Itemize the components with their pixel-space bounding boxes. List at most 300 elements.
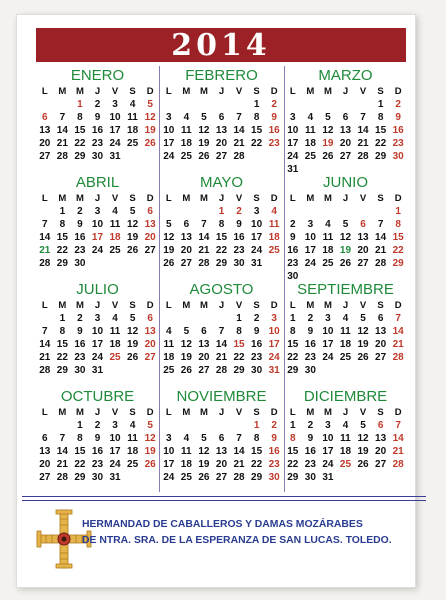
week-row	[284, 338, 407, 351]
day-cell: 6	[218, 433, 225, 444]
weekday-header: V	[235, 193, 243, 204]
day-cell: 1	[290, 313, 296, 324]
day-cell: 3	[112, 420, 118, 431]
day-cell: 25	[127, 138, 139, 149]
day-cell: 9	[395, 112, 401, 123]
weekday-header: V	[359, 193, 367, 204]
day-cell	[354, 98, 372, 111]
month-days-table	[160, 406, 283, 484]
day-cell: 25	[109, 352, 121, 363]
weekday-header: S	[377, 300, 384, 311]
day-cell: 6	[201, 326, 207, 337]
day-cell	[354, 471, 372, 484]
day-cell: 20	[144, 339, 156, 350]
day-cell: 29	[392, 258, 404, 269]
day-cell: 27	[375, 459, 387, 470]
weekday-header: L	[289, 86, 296, 97]
day-cell: 9	[271, 433, 277, 444]
weekday-header: J	[94, 86, 101, 97]
day-cell: 4	[342, 313, 349, 324]
weekday-header: S	[377, 193, 384, 204]
week-row	[160, 445, 283, 458]
weekday-header: V	[111, 193, 119, 204]
day-cell: 20	[39, 138, 51, 149]
day-cell: 26	[127, 245, 139, 256]
day-cell: 14	[375, 232, 387, 243]
week-row	[160, 471, 283, 484]
weekday-header: V	[111, 86, 119, 97]
day-cell	[178, 205, 196, 218]
day-cell: 10	[287, 125, 299, 136]
day-cell: 22	[56, 245, 68, 256]
weekday-header: L	[165, 407, 172, 418]
week-row	[36, 124, 159, 137]
day-cell: 10	[109, 433, 121, 444]
day-cell: 24	[109, 138, 121, 149]
day-cell	[160, 205, 178, 218]
weekday-header: M	[58, 86, 67, 97]
week-row	[36, 111, 159, 124]
day-cell: 30	[304, 472, 316, 483]
week-row	[36, 364, 159, 377]
day-cell: 25	[180, 151, 192, 162]
day-cell: 26	[180, 365, 192, 376]
day-cell: 19	[357, 446, 369, 457]
day-cell: 7	[377, 219, 384, 230]
day-cell: 21	[392, 339, 404, 350]
day-cell: 4	[129, 99, 136, 110]
week-row	[284, 244, 407, 257]
month-days-table	[36, 192, 159, 270]
day-cell: 11	[340, 326, 351, 337]
day-cell: 5	[147, 99, 153, 110]
day-cell	[319, 98, 337, 111]
day-cell	[389, 471, 407, 484]
week-row	[36, 98, 159, 111]
day-cell: 3	[112, 99, 118, 110]
day-cell: 2	[290, 219, 296, 230]
day-cell: 5	[325, 112, 331, 123]
day-cell: 20	[198, 352, 210, 363]
day-cell	[337, 471, 355, 484]
day-cell: 13	[339, 125, 352, 136]
year-banner	[36, 28, 406, 62]
weekday-header: M	[182, 300, 191, 311]
day-cell: 28	[39, 258, 51, 269]
day-cell: 9	[271, 112, 277, 123]
day-cell: 8	[290, 433, 296, 444]
day-cell: 11	[181, 125, 192, 136]
day-cell: 6	[147, 313, 153, 324]
day-cell: 21	[198, 245, 210, 256]
weekday-header: J	[342, 407, 349, 418]
day-cell: 22	[56, 352, 68, 363]
month-name: ABRIL	[75, 174, 120, 191]
week-row	[160, 351, 283, 364]
day-cell: 10	[91, 326, 104, 337]
day-cell: 7	[395, 313, 401, 324]
day-cell: 9	[94, 112, 101, 123]
day-cell: 16	[74, 232, 86, 243]
weekday-header-row	[36, 85, 159, 98]
weekday-header: M	[306, 193, 315, 204]
month-block	[36, 280, 159, 387]
day-cell: 2	[253, 313, 260, 324]
week-row	[36, 338, 159, 351]
day-cell: 3	[271, 313, 277, 324]
day-cell: 1	[77, 99, 83, 110]
day-cell: 7	[218, 326, 225, 337]
weekday-header: D	[270, 407, 278, 418]
day-cell: 13	[39, 125, 51, 136]
day-cell: 5	[183, 326, 190, 337]
day-cell: 14	[198, 232, 210, 243]
day-cell: 4	[112, 206, 118, 217]
day-cell	[302, 98, 320, 111]
day-cell: 4	[307, 112, 314, 123]
day-cell: 24	[287, 151, 299, 162]
day-cell: 24	[109, 459, 121, 470]
day-cell: 21	[357, 138, 369, 149]
day-cell: 26	[322, 151, 334, 162]
day-cell: 30	[91, 151, 104, 162]
week-row	[284, 137, 407, 150]
weekday-header: D	[394, 407, 402, 418]
day-cell: 16	[233, 232, 245, 243]
day-cell: 18	[339, 339, 352, 350]
month-name: DICIEMBRE	[303, 388, 388, 405]
weekday-header-row	[160, 406, 283, 419]
day-cell: 17	[163, 459, 175, 470]
weekday-header: D	[146, 407, 154, 418]
day-cell: 25	[127, 459, 139, 470]
day-cell: 23	[268, 459, 280, 470]
weekday-header: L	[289, 193, 296, 204]
day-cell: 14	[392, 433, 404, 444]
day-cell: 21	[39, 245, 51, 256]
day-cell: 15	[215, 232, 228, 243]
day-cell: 17	[109, 446, 121, 457]
day-cell	[372, 205, 390, 218]
day-cell	[124, 364, 142, 377]
day-cell: 26	[163, 258, 175, 269]
day-cell: 13	[39, 446, 51, 457]
day-cell	[319, 364, 337, 377]
weekday-header: M	[199, 86, 208, 97]
day-cell: 2	[271, 420, 277, 431]
day-cell: 4	[271, 206, 277, 217]
day-cell: 12	[357, 326, 369, 337]
day-cell: 29	[287, 365, 299, 376]
day-cell: 17	[287, 138, 299, 149]
weekday-header: V	[359, 86, 367, 97]
weekday-header: M	[323, 300, 332, 311]
day-cell	[178, 312, 196, 325]
day-cell: 20	[180, 245, 192, 256]
weekday-header: V	[359, 407, 367, 418]
day-cell: 4	[129, 420, 136, 431]
week-row	[36, 137, 159, 150]
day-cell: 10	[322, 433, 334, 444]
weekday-header: V	[235, 407, 243, 418]
day-cell: 7	[236, 112, 242, 123]
day-cell: 20	[215, 459, 228, 470]
day-cell: 1	[253, 99, 260, 110]
day-cell: 16	[304, 446, 316, 457]
day-cell: 21	[56, 138, 68, 149]
day-cell: 1	[77, 420, 83, 431]
day-cell: 24	[251, 245, 263, 256]
week-row	[284, 432, 407, 445]
day-cell: 1	[236, 313, 242, 324]
day-cell: 2	[395, 99, 401, 110]
day-cell: 27	[39, 472, 51, 483]
day-cell: 19	[163, 245, 175, 256]
day-cell: 5	[201, 433, 207, 444]
day-cell: 30	[392, 151, 404, 162]
day-cell	[354, 364, 372, 377]
day-cell: 1	[377, 99, 384, 110]
weekday-header: M	[58, 300, 67, 311]
day-cell: 21	[392, 446, 404, 457]
day-cell: 12	[198, 446, 210, 457]
weekday-header: L	[41, 300, 48, 311]
day-cell: 29	[74, 472, 86, 483]
day-cell: 16	[392, 125, 404, 136]
month-name: MARZO	[318, 67, 373, 84]
day-cell: 14	[357, 125, 369, 136]
day-cell: 9	[290, 232, 296, 243]
day-cell	[284, 205, 302, 218]
day-cell: 19	[127, 232, 139, 243]
day-cell: 11	[322, 232, 334, 243]
day-cell: 26	[357, 352, 369, 363]
day-cell	[54, 98, 72, 111]
day-cell: 27	[375, 352, 387, 363]
day-cell: 12	[127, 219, 139, 230]
footer-text	[82, 517, 412, 549]
day-cell: 22	[392, 245, 404, 256]
day-cell: 9	[307, 433, 314, 444]
day-cell: 4	[325, 219, 331, 230]
day-cell: 29	[375, 151, 387, 162]
day-cell	[106, 364, 124, 377]
day-cell: 17	[91, 339, 104, 350]
day-cell: 8	[377, 112, 384, 123]
weekday-header: D	[146, 86, 154, 97]
week-row	[284, 257, 407, 270]
week-row	[284, 419, 407, 432]
day-cell: 15	[251, 125, 263, 136]
day-cell: 2	[77, 206, 83, 217]
week-row	[160, 458, 283, 471]
day-cell: 3	[290, 112, 296, 123]
weekday-header: J	[94, 300, 101, 311]
day-cell: 22	[375, 138, 387, 149]
day-cell: 28	[56, 472, 68, 483]
day-cell: 27	[180, 258, 192, 269]
day-cell: 19	[198, 459, 210, 470]
day-cell: 23	[74, 352, 86, 363]
day-cell: 7	[42, 219, 48, 230]
day-cell	[160, 312, 178, 325]
day-cell: 13	[215, 446, 228, 457]
month-block	[36, 66, 159, 173]
weekday-header: M	[306, 86, 315, 97]
day-cell: 26	[127, 352, 139, 363]
day-cell: 10	[251, 219, 263, 230]
day-cell	[141, 471, 159, 484]
day-cell: 19	[198, 138, 210, 149]
weekday-header-row	[160, 192, 283, 205]
day-cell: 2	[307, 313, 314, 324]
weekday-header: M	[306, 300, 315, 311]
day-cell: 22	[251, 138, 263, 149]
day-cell: 31	[91, 365, 104, 376]
day-cell: 10	[304, 232, 316, 243]
weekday-header: L	[289, 300, 296, 311]
day-cell: 1	[218, 206, 225, 217]
weekday-header: M	[199, 300, 208, 311]
day-cell	[54, 419, 72, 432]
day-cell: 11	[109, 326, 121, 337]
day-cell: 3	[253, 206, 260, 217]
day-cell: 12	[163, 232, 175, 243]
day-cell: 25	[109, 245, 121, 256]
day-cell: 28	[375, 258, 387, 269]
day-cell: 30	[251, 365, 263, 376]
week-row	[160, 244, 283, 257]
day-cell	[195, 205, 213, 218]
day-cell: 31	[109, 151, 121, 162]
day-cell: 26	[339, 258, 352, 269]
day-cell: 24	[163, 472, 175, 483]
weekday-header: J	[218, 300, 225, 311]
weekday-header: M	[75, 193, 84, 204]
month-days-table	[284, 406, 407, 484]
day-cell: 13	[375, 326, 387, 337]
weekday-header: M	[182, 86, 191, 97]
weekday-header: J	[218, 407, 225, 418]
day-cell: 21	[39, 352, 51, 363]
day-cell: 28	[39, 365, 51, 376]
weekday-header: S	[129, 407, 136, 418]
day-cell: 15	[56, 339, 68, 350]
week-row	[36, 231, 159, 244]
day-cell: 20	[39, 459, 51, 470]
day-cell: 11	[109, 219, 121, 230]
weekday-header: D	[394, 86, 402, 97]
day-cell: 28	[357, 151, 369, 162]
day-cell: 23	[304, 352, 316, 363]
weekday-header-row	[284, 85, 407, 98]
day-cell: 27	[357, 258, 369, 269]
day-cell: 17	[251, 232, 263, 243]
day-cell: 26	[144, 459, 156, 470]
day-cell: 14	[392, 326, 404, 337]
day-cell: 16	[91, 446, 104, 457]
day-cell	[372, 364, 390, 377]
day-cell	[265, 150, 283, 163]
day-cell	[319, 205, 337, 218]
day-cell	[141, 257, 159, 270]
day-cell: 8	[236, 326, 242, 337]
day-cell: 7	[201, 219, 207, 230]
day-cell: 2	[236, 206, 242, 217]
day-cell: 15	[233, 339, 245, 350]
weekday-header: L	[165, 86, 172, 97]
day-cell: 6	[42, 433, 48, 444]
weekday-header: D	[146, 300, 154, 311]
day-cell: 20	[215, 138, 228, 149]
day-cell	[36, 419, 54, 432]
week-row	[36, 325, 159, 338]
weekday-header: L	[41, 86, 48, 97]
day-cell: 30	[91, 472, 104, 483]
day-cell	[178, 419, 196, 432]
week-row	[284, 458, 407, 471]
day-cell: 6	[218, 112, 225, 123]
day-cell: 3	[94, 206, 101, 217]
day-cell: 20	[339, 138, 352, 149]
month-block	[284, 280, 407, 387]
day-cell: 25	[339, 459, 352, 470]
day-cell: 25	[163, 365, 175, 376]
month-name: ENERO	[70, 67, 125, 84]
day-cell: 5	[129, 313, 136, 324]
day-cell: 29	[56, 365, 68, 376]
day-cell: 11	[163, 339, 175, 350]
weekday-header: M	[58, 193, 67, 204]
day-cell: 25	[180, 472, 192, 483]
weekday-header: J	[94, 407, 101, 418]
day-cell: 10	[91, 219, 104, 230]
month-days-table	[284, 192, 407, 283]
weekday-header: S	[253, 86, 260, 97]
weekday-header: M	[58, 407, 67, 418]
day-cell: 10	[322, 326, 334, 337]
month-block	[160, 387, 283, 494]
day-cell: 8	[218, 219, 225, 230]
day-cell: 2	[94, 420, 101, 431]
day-cell: 13	[144, 326, 156, 337]
month-name: AGOSTO	[189, 281, 254, 298]
week-row	[284, 231, 407, 244]
day-cell	[265, 257, 283, 270]
week-row	[160, 325, 283, 338]
day-cell: 7	[59, 112, 66, 123]
day-cell: 25	[322, 258, 334, 269]
year-title: 2014	[171, 27, 271, 63]
day-cell	[160, 98, 178, 111]
day-cell: 26	[144, 138, 156, 149]
day-cell: 17	[109, 125, 121, 136]
week-row	[160, 205, 283, 218]
day-cell: 2	[94, 99, 101, 110]
day-cell: 18	[127, 446, 139, 457]
footer-divider	[22, 500, 426, 501]
day-cell: 13	[180, 232, 192, 243]
day-cell: 17	[163, 138, 175, 149]
weekday-header: M	[75, 407, 84, 418]
day-cell: 14	[39, 232, 51, 243]
weekday-header-row	[284, 192, 407, 205]
week-row	[160, 218, 283, 231]
month-days-table	[160, 85, 283, 163]
month-days-table	[160, 192, 283, 270]
day-cell	[195, 419, 213, 432]
day-cell: 23	[304, 459, 316, 470]
